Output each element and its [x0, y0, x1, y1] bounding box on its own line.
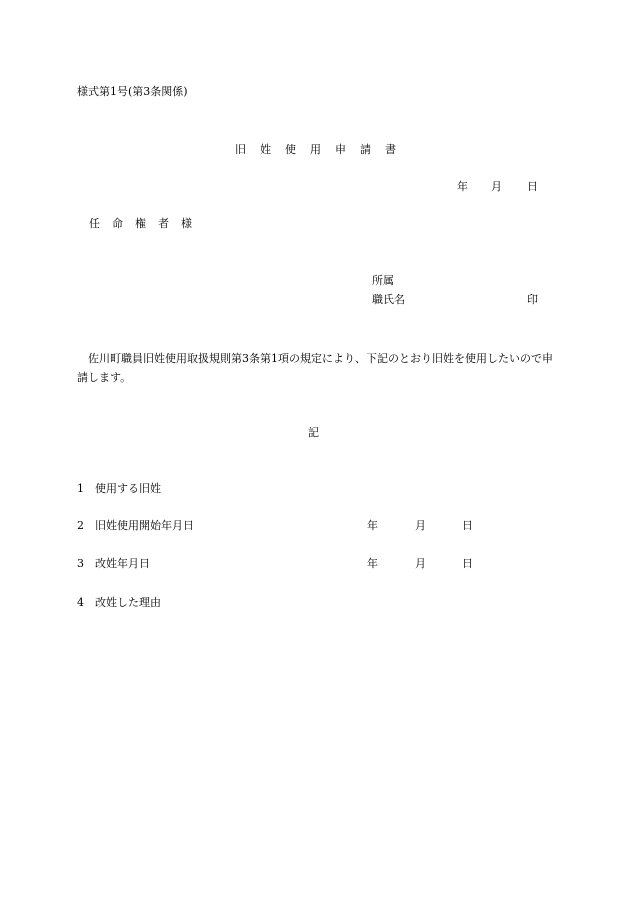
addressee-char: 様 [181, 217, 192, 230]
list-item [77, 520, 194, 531]
addressee [89, 218, 204, 229]
list-item [77, 597, 161, 608]
addressee-char: 者 [158, 217, 169, 230]
item-label: 改姓した理由 [95, 596, 161, 609]
item-day-label: 日 [462, 519, 473, 532]
date-day-label: 日 [527, 180, 538, 193]
item-label: 使用する旧姓 [95, 482, 161, 495]
list-item [77, 558, 150, 569]
form-number: 様式第1号(第3条関係) [77, 85, 188, 98]
item-day-label: 日 [462, 557, 473, 570]
title-char: 用 [310, 143, 321, 156]
list-item [77, 483, 161, 494]
item-number: 2 [77, 519, 84, 532]
item-month-label: 月 [415, 519, 426, 532]
title-char: 申 [335, 143, 346, 156]
date-month-label: 月 [491, 180, 502, 193]
name-label: 職氏名 [372, 293, 405, 306]
item-month-label: 月 [415, 557, 426, 570]
title-char: 使 [285, 143, 296, 156]
seal-mark: 印 [527, 293, 538, 306]
request-body-text: 佐川町職員旧姓使用取扱規則第3条第1項の規定により、下記のとおり旧姓を使用したいので申請します。 [77, 352, 553, 384]
item-year-label: 年 [367, 519, 378, 532]
title-char: 姓 [260, 143, 271, 156]
addressee-char: 権 [135, 217, 146, 230]
title-char: 書 [385, 143, 396, 156]
item-label: 旧姓使用開始年月日 [95, 519, 194, 532]
item-label: 改姓年月日 [95, 557, 150, 570]
item-number: 1 [77, 482, 84, 495]
item-year-label: 年 [367, 557, 378, 570]
title-char: 請 [360, 143, 371, 156]
item-number: 3 [77, 557, 84, 570]
record-mark: 記 [308, 426, 319, 439]
affiliation-label: 所属 [372, 274, 394, 287]
title-char: 旧 [235, 143, 246, 156]
document-title [235, 144, 410, 155]
addressee-char: 任 [89, 217, 100, 230]
addressee-char: 命 [112, 217, 123, 230]
item-number: 4 [77, 596, 84, 609]
date-year-label: 年 [457, 180, 468, 193]
